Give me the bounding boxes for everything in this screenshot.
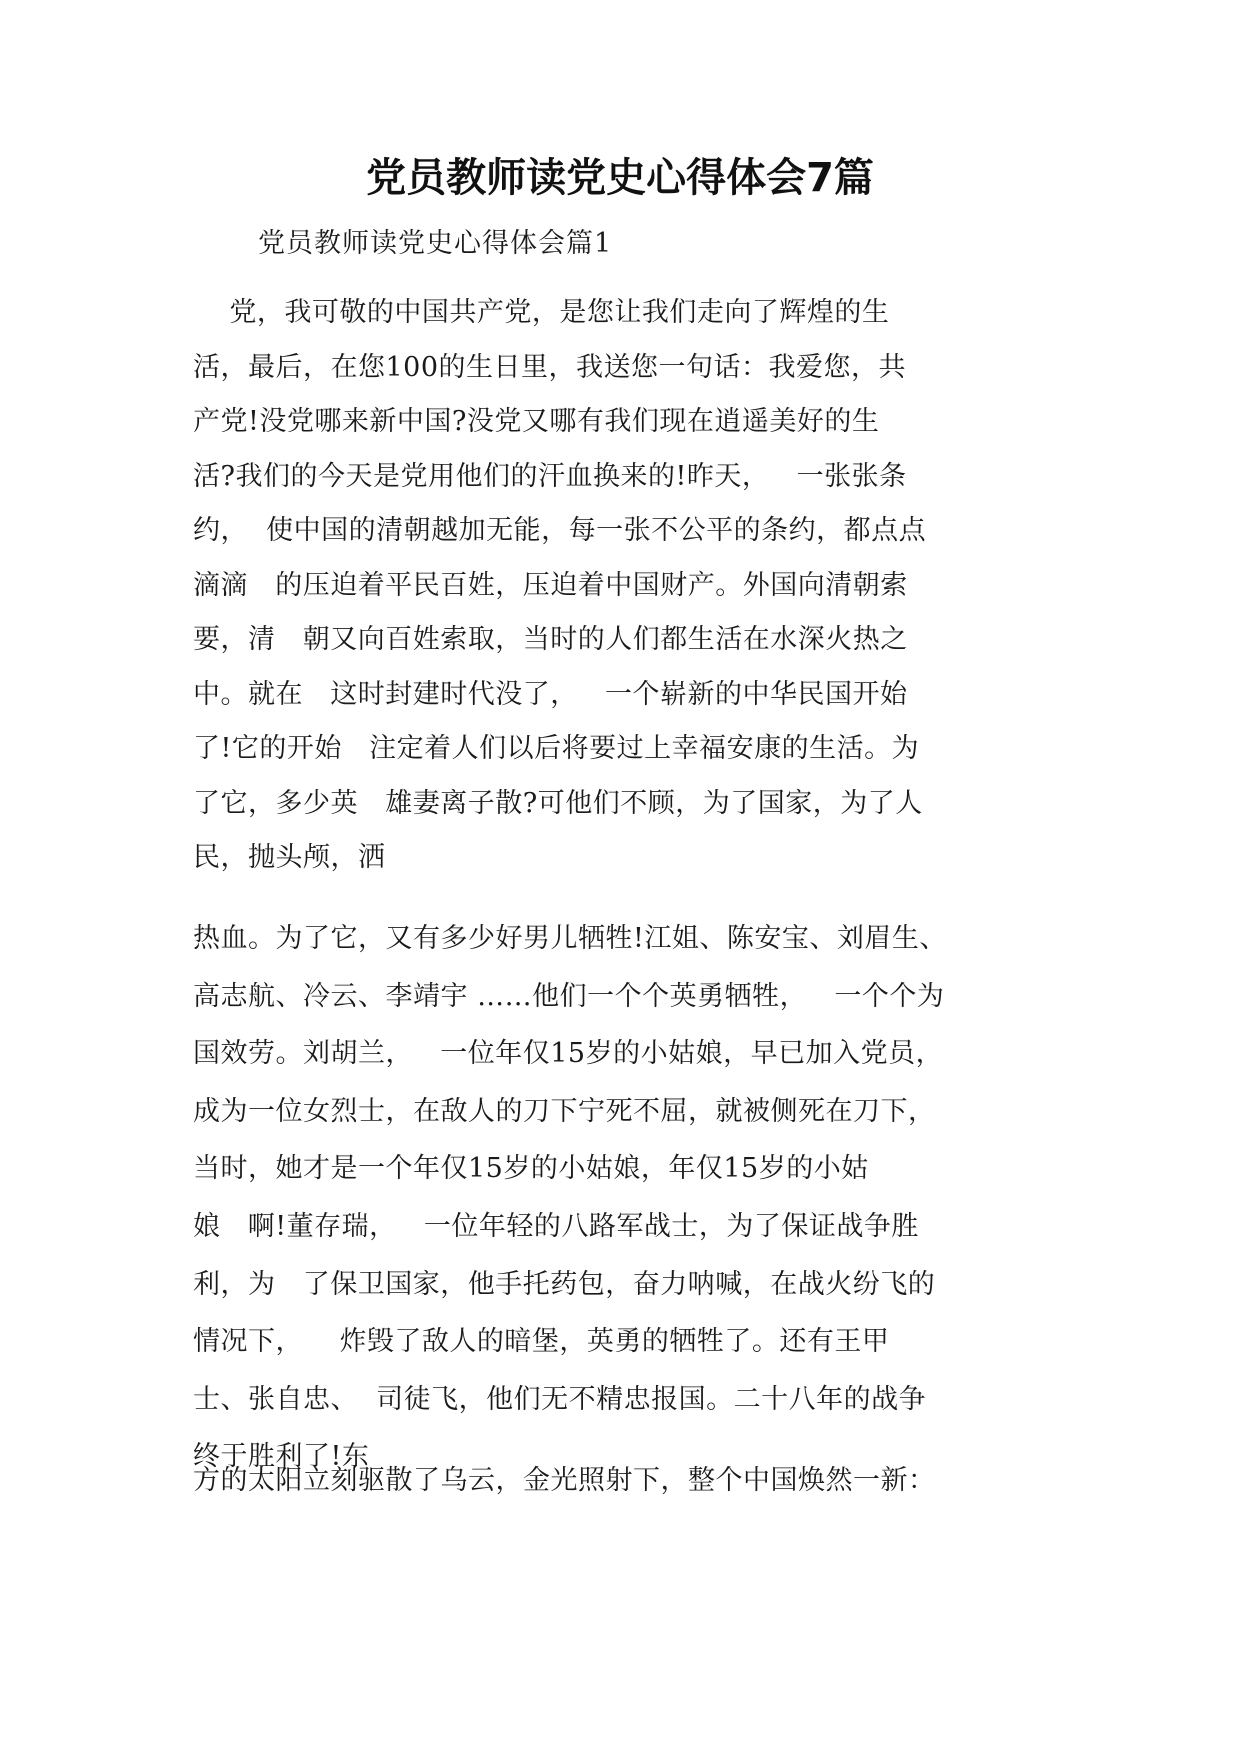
text-line: 约， 使中国的清朝越加无能，每一张不公平的条约，都点点 [193,515,927,546]
text-line: 当时，她才是一个年仅15岁的小姑娘，年仅15岁的小姑 [193,1153,869,1185]
document-title: 党员教师读党史心得体会7篇 [366,155,874,201]
text-line: 活，最后，在您100的生日里，我送您一句话：我爱您，共 [193,351,907,383]
text-line: 要，清 朝又向百姓索取，当时的人们都生活在水深火热之 [193,624,908,655]
text-line: 情况下， 炸毁了敌人的暗堡，英勇的牺牲了。还有王甲 [193,1326,890,1358]
paragraph-3 [193,1462,1063,1499]
text-line: 了它，多少英 雄妻离子散?可他们不顾，为了国家，为了人 [193,787,923,819]
text-line: 利，为 了保卫国家，他手托药包，奋力呐喊，在战火纷飞的 [193,1268,936,1300]
text-line: 国效劳。刘胡兰， 一位年仅15岁的小姑娘，早已加入党员， [193,1038,944,1070]
text-line: 产党!没党哪来新中国?没党又哪有我们现在逍遥美好的生 [193,406,880,437]
text-line: 成为一位女烈士，在敌人的刀下宁死不屈，就被侧死在刀下， [193,1095,936,1127]
text-line: 中。就在 这时封建时代没了， 一个崭新的中华民国开始 [193,678,908,710]
text-line: 方的太阳立刻驱散了乌云，金光照射下，整个中国焕然一新： [193,1465,936,1496]
paragraph-1 [193,294,1063,894]
text-line: 士、张自忠、 司徒飞，他们无不精忠报国。二十八年的战争 [193,1383,927,1415]
section-heading: 党员教师读党史心得体会篇1 [258,228,613,259]
text-line: 高志航、冷云、李靖宇 ……他们一个个英勇牺牲， 一个个为 [193,980,945,1012]
text-line: 滴滴 的压迫着平民百姓，压迫着中国财产。外国向清朝索 [193,569,908,601]
text-line: 娘 啊!董存瑞， 一位年轻的八路军战士，为了保证战争胜 [193,1210,919,1242]
paragraph-2 [193,920,1063,1496]
text-line: 了!它的开始 注定着人们以后将要过上幸福安康的生活。为 [193,733,920,764]
text-line: 民，抛头颅，洒 [193,842,386,873]
text-line: 热血。为了它，又有多少好男儿牺牲!江姐、陈安宝、刘眉生、 [193,923,947,954]
text-line: 终于胜利了!东 [193,1441,370,1473]
text-line: 党，我可敬的中国共产党，是您让我们走向了辉煌的生 [193,297,890,328]
text-line: 活?我们的今天是党用他们的汗血换来的!昨天， 一张张条 [193,460,907,492]
